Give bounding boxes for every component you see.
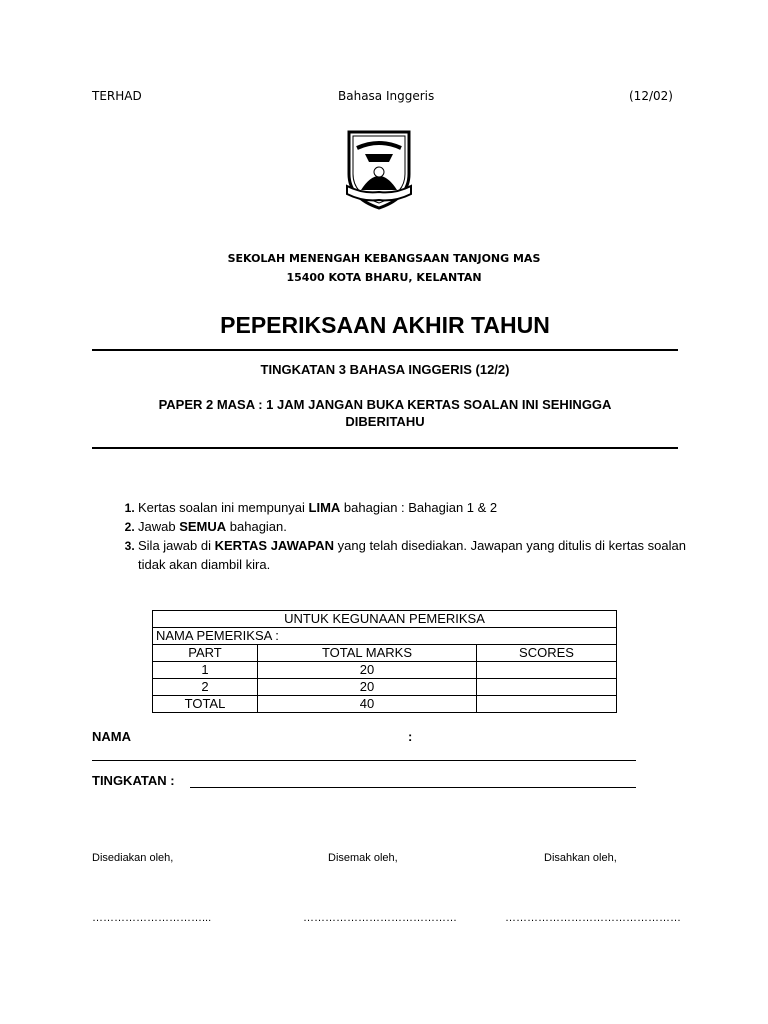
checked-by-label: Disemak oleh, xyxy=(328,852,398,864)
instruction-text: yang telah disediakan. Jawapan yang ditulis di kertas soalan tidak akan diambil kira. xyxy=(138,538,686,572)
score-cell[interactable] xyxy=(477,679,617,696)
table-row xyxy=(153,696,617,713)
table-row xyxy=(153,679,617,696)
school-crest-icon xyxy=(343,128,415,212)
school-name: SEKOLAH MENENGAH KEBANGSAAN TANJONG MAS xyxy=(227,252,541,265)
table-row xyxy=(153,662,617,679)
instruction-text: Jawab xyxy=(138,519,180,534)
header-total-marks: TOTAL MARKS xyxy=(258,645,477,662)
part-cell: 2 xyxy=(153,679,258,696)
exam-title: PEPERIKSAAN AKHIR TAHUN xyxy=(220,312,550,338)
tingkatan-label: TINGKATAN : xyxy=(92,773,175,788)
header-center: Bahasa Inggeris xyxy=(338,89,435,103)
instruction-emphasis: LIMA xyxy=(308,500,341,515)
paper-duration-notice: PAPER 2 MASA : 1 JAM JANGAN BUKA KERTAS SOALAN INI SEHINGGA DIBERITAHU xyxy=(158,397,612,429)
instruction-text: bahagian : Bahagian 1 & 2 xyxy=(340,500,498,515)
instructions-list xyxy=(110,498,698,574)
instruction-item xyxy=(138,536,698,574)
notice-divider xyxy=(92,447,678,449)
instruction-item xyxy=(138,498,698,517)
nama-colon: : xyxy=(408,729,413,744)
marks-cell: 20 xyxy=(258,679,477,696)
instruction-emphasis: KERTAS JAWAPAN xyxy=(214,538,335,553)
prepared-signature-line[interactable]: …………………………... xyxy=(92,912,212,924)
checked-signature-line[interactable]: …………………………………… xyxy=(303,912,457,924)
examiner-table-title: UNTUK KEGUNAAN PEMERIKSA xyxy=(153,611,617,628)
header-left: TERHAD xyxy=(92,89,142,103)
nama-label: NAMA xyxy=(92,729,131,744)
score-cell[interactable] xyxy=(477,696,617,713)
instruction-text: Kertas soalan ini mempunyai xyxy=(138,500,309,515)
table-header-row xyxy=(153,645,617,662)
school-address: 15400 KOTA BHARU, KELANTAN xyxy=(286,271,482,284)
approved-by-label: Disahkan oleh, xyxy=(544,852,617,864)
approved-signature-line[interactable]: ………………………………………… xyxy=(505,912,681,924)
examiner-table xyxy=(152,610,617,713)
instruction-item xyxy=(138,517,698,536)
tingkatan-input-line[interactable] xyxy=(190,787,636,788)
part-cell: 1 xyxy=(153,662,258,679)
instruction-emphasis: SEMUA xyxy=(179,519,227,534)
part-cell: TOTAL xyxy=(153,696,258,713)
marks-cell: 40 xyxy=(258,696,477,713)
marks-cell: 20 xyxy=(258,662,477,679)
prepared-by-label: Disediakan oleh, xyxy=(92,852,174,864)
header-right: (12/02) xyxy=(629,89,673,103)
title-divider xyxy=(92,349,678,351)
examiner-name-cell: NAMA PEMERIKSA : xyxy=(153,628,617,645)
instruction-text: bahagian. xyxy=(226,519,287,534)
instruction-text: Sila jawab di xyxy=(138,538,215,553)
nama-input-line[interactable] xyxy=(92,760,636,761)
header-scores: SCORES xyxy=(477,645,617,662)
exam-subtitle: TINGKATAN 3 BAHASA INGGERIS (12/2) xyxy=(260,362,510,377)
score-cell[interactable] xyxy=(477,662,617,679)
header-part: PART xyxy=(153,645,258,662)
